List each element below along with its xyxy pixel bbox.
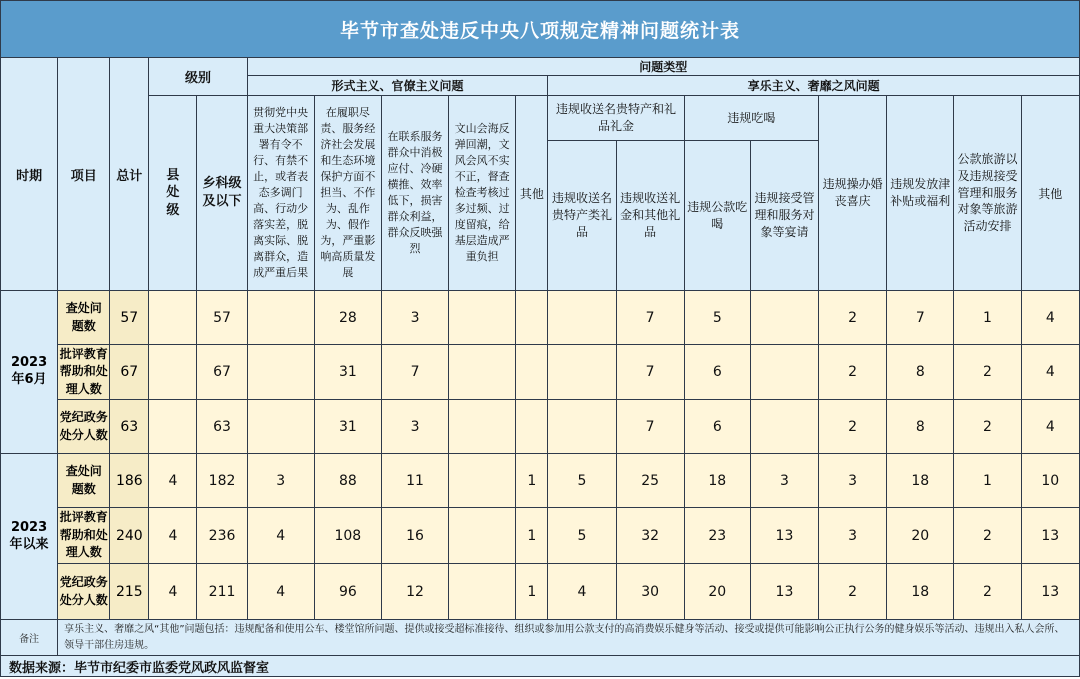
cell-value: 1 — [954, 291, 1021, 345]
cell-value: 10 — [1021, 454, 1079, 508]
cell-value: 13 — [1021, 508, 1079, 564]
cell-value: 5 — [684, 291, 750, 345]
cell-value: 5 — [548, 508, 616, 564]
cell-value: 4 — [1021, 400, 1079, 454]
cell-value: 1 — [516, 454, 548, 508]
cell-value — [149, 345, 197, 400]
cell-value: 3 — [247, 454, 314, 508]
cell-value — [750, 345, 818, 400]
row-item-label: 批评教育帮助和处理人数 — [58, 345, 110, 400]
cell-value: 3 — [750, 454, 818, 508]
period-2023-june: 2023年6月 — [1, 291, 58, 454]
header-issue-type: 问题类型 — [247, 58, 1079, 76]
header-formalism-service: 在联系服务群众中消极应付、冷硬横推、效率低下，损害群众利益，群众反映强烈 — [381, 96, 448, 291]
table-row — [1, 400, 1080, 454]
cell-value: 7 — [616, 291, 684, 345]
row-item-label: 查处问题数 — [58, 454, 110, 508]
header-gifts: 违规收送名贵特产和礼品礼金 — [548, 96, 684, 141]
cell-value: 57 — [197, 291, 247, 345]
header-item: 项目 — [58, 58, 110, 291]
cell-value: 20 — [684, 564, 750, 620]
cell-value — [548, 345, 616, 400]
cell-value: 2 — [954, 345, 1021, 400]
cell-value: 6 — [684, 400, 750, 454]
cell-value: 3 — [381, 400, 448, 454]
cell-value: 8 — [887, 345, 954, 400]
cell-value — [449, 454, 516, 508]
header-meal-public: 违规公款吃喝 — [684, 141, 750, 291]
table-row — [1, 345, 1080, 400]
header-formalism: 形式主义、官僚主义问题 — [247, 76, 548, 96]
cell-value: 12 — [381, 564, 448, 620]
cell-value — [247, 345, 314, 400]
cell-value: 4 — [149, 508, 197, 564]
cell-value: 11 — [381, 454, 448, 508]
cell-value: 67 — [197, 345, 247, 400]
cell-value: 2 — [819, 400, 887, 454]
cell-value: 2 — [819, 291, 887, 345]
header-level: 级别 — [149, 58, 247, 96]
cell-value: 1 — [954, 454, 1021, 508]
header-formalism-other: 其他 — [516, 96, 548, 291]
cell-value — [247, 400, 314, 454]
cell-value: 30 — [616, 564, 684, 620]
cell-value: 1 — [516, 508, 548, 564]
header-allowance: 违规发放津补贴或福利 — [887, 96, 954, 291]
cell-value — [247, 291, 314, 345]
header-meal-banquet: 违规接受管理和服务对象等宴请 — [750, 141, 818, 291]
cell-value: 182 — [197, 454, 247, 508]
cell-value: 20 — [887, 508, 954, 564]
row-item-label: 批评教育帮助和处理人数 — [58, 508, 110, 564]
cell-value — [149, 291, 197, 345]
cell-value — [449, 564, 516, 620]
cell-value: 4 — [247, 564, 314, 620]
cell-value: 13 — [750, 564, 818, 620]
header-gift-cash: 违规收送礼金和其他礼品 — [616, 141, 684, 291]
header-travel: 公款旅游以及违规接受管理和服务对象等旅游活动安排 — [954, 96, 1021, 291]
cell-value: 2 — [819, 345, 887, 400]
cell-value: 4 — [149, 454, 197, 508]
cell-value — [449, 345, 516, 400]
header-gift-specialty: 违规收送名贵特产类礼品 — [548, 141, 616, 291]
cell-value: 108 — [314, 508, 381, 564]
cell-value: 211 — [197, 564, 247, 620]
cell-value: 13 — [750, 508, 818, 564]
cell-value: 13 — [1021, 564, 1079, 620]
cell-value: 3 — [381, 291, 448, 345]
cell-value: 4 — [247, 508, 314, 564]
cell-value: 7 — [887, 291, 954, 345]
header-level-county: 县处级 — [149, 96, 197, 291]
cell-value: 18 — [887, 564, 954, 620]
cell-value: 31 — [314, 400, 381, 454]
cell-value: 7 — [616, 400, 684, 454]
cell-value — [516, 345, 548, 400]
row-item-label: 查处问题数 — [58, 291, 110, 345]
cell-value: 8 — [887, 400, 954, 454]
data-source: 数据来源：毕节市纪委市监委党风政风监督室 — [1, 656, 1080, 677]
cell-value: 28 — [314, 291, 381, 345]
table-row — [1, 564, 1080, 620]
period-2023-to-date: 2023年以来 — [1, 454, 58, 620]
cell-value: 23 — [684, 508, 750, 564]
cell-value: 16 — [381, 508, 448, 564]
cell-total: 63 — [110, 400, 149, 454]
cell-value: 63 — [197, 400, 247, 454]
header-hedonism: 享乐主义、奢靡之风问题 — [548, 76, 1080, 96]
table-row — [1, 454, 1080, 508]
cell-total: 240 — [110, 508, 149, 564]
cell-value — [548, 291, 616, 345]
header-formalism-meetings: 文山会海反弹回潮，文风会风不实不正，督查检查考核过多过频、过度留痕，给基层造成严重负担 — [449, 96, 516, 291]
cell-value — [516, 291, 548, 345]
table-row — [1, 508, 1080, 564]
cell-value: 6 — [684, 345, 750, 400]
cell-value: 5 — [548, 454, 616, 508]
header-formalism-duty: 在履职尽责、服务经济社会发展和生态环境保护方面不担当、不作为、乱作为、假作为，严重影响高质量发展 — [314, 96, 381, 291]
table-title: 毕节市查处违反中央八项规定精神问题统计表 — [1, 1, 1080, 58]
header-formalism-decision: 贯彻党中央重大决策部署有令不行、有禁不止，或者表态多调门高、行动少落实差，脱离实际、脱离群众，造成严重后果 — [247, 96, 314, 291]
cell-value — [750, 400, 818, 454]
cell-value: 4 — [548, 564, 616, 620]
cell-total: 57 — [110, 291, 149, 345]
header-period: 时期 — [1, 58, 58, 291]
header-total: 总计 — [110, 58, 149, 291]
cell-value — [149, 400, 197, 454]
row-item-label: 党纪政务处分人数 — [58, 400, 110, 454]
cell-value — [449, 291, 516, 345]
cell-value: 236 — [197, 508, 247, 564]
cell-value: 31 — [314, 345, 381, 400]
note-text: 享乐主义、奢靡之风“其他”问题包括：违规配备和使用公车、楼堂馆所问题、提供或接受超标准接待、组织或参加用公款支付的高消费娱乐健身等活动、接受或提供可能影响公正执行公务的健身娱乐等活动、违规出入私人会所、领导干部住房违规。 — [58, 620, 1080, 656]
header-hedonism-other: 其他 — [1021, 96, 1079, 291]
cell-value: 18 — [684, 454, 750, 508]
cell-value: 2 — [819, 564, 887, 620]
table-row — [1, 291, 1080, 345]
row-item-label: 党纪政务处分人数 — [58, 564, 110, 620]
cell-value: 18 — [887, 454, 954, 508]
cell-value: 4 — [1021, 345, 1079, 400]
note-label: 备注 — [1, 620, 58, 656]
cell-value: 3 — [819, 454, 887, 508]
cell-value — [449, 400, 516, 454]
cell-value: 96 — [314, 564, 381, 620]
cell-value: 2 — [954, 400, 1021, 454]
cell-value: 2 — [954, 564, 1021, 620]
header-wedding: 违规操办婚丧喜庆 — [819, 96, 887, 291]
cell-value — [449, 508, 516, 564]
cell-value — [548, 400, 616, 454]
cell-total: 67 — [110, 345, 149, 400]
header-meals: 违规吃喝 — [684, 96, 818, 141]
cell-value — [516, 400, 548, 454]
cell-total: 186 — [110, 454, 149, 508]
cell-value: 3 — [819, 508, 887, 564]
cell-value: 4 — [149, 564, 197, 620]
cell-value: 25 — [616, 454, 684, 508]
cell-value: 1 — [516, 564, 548, 620]
header-level-township: 乡科级及以下 — [197, 96, 247, 291]
cell-value: 2 — [954, 508, 1021, 564]
cell-value — [750, 291, 818, 345]
cell-value: 7 — [616, 345, 684, 400]
cell-value: 88 — [314, 454, 381, 508]
cell-value: 7 — [381, 345, 448, 400]
cell-total: 215 — [110, 564, 149, 620]
cell-value: 4 — [1021, 291, 1079, 345]
cell-value: 32 — [616, 508, 684, 564]
